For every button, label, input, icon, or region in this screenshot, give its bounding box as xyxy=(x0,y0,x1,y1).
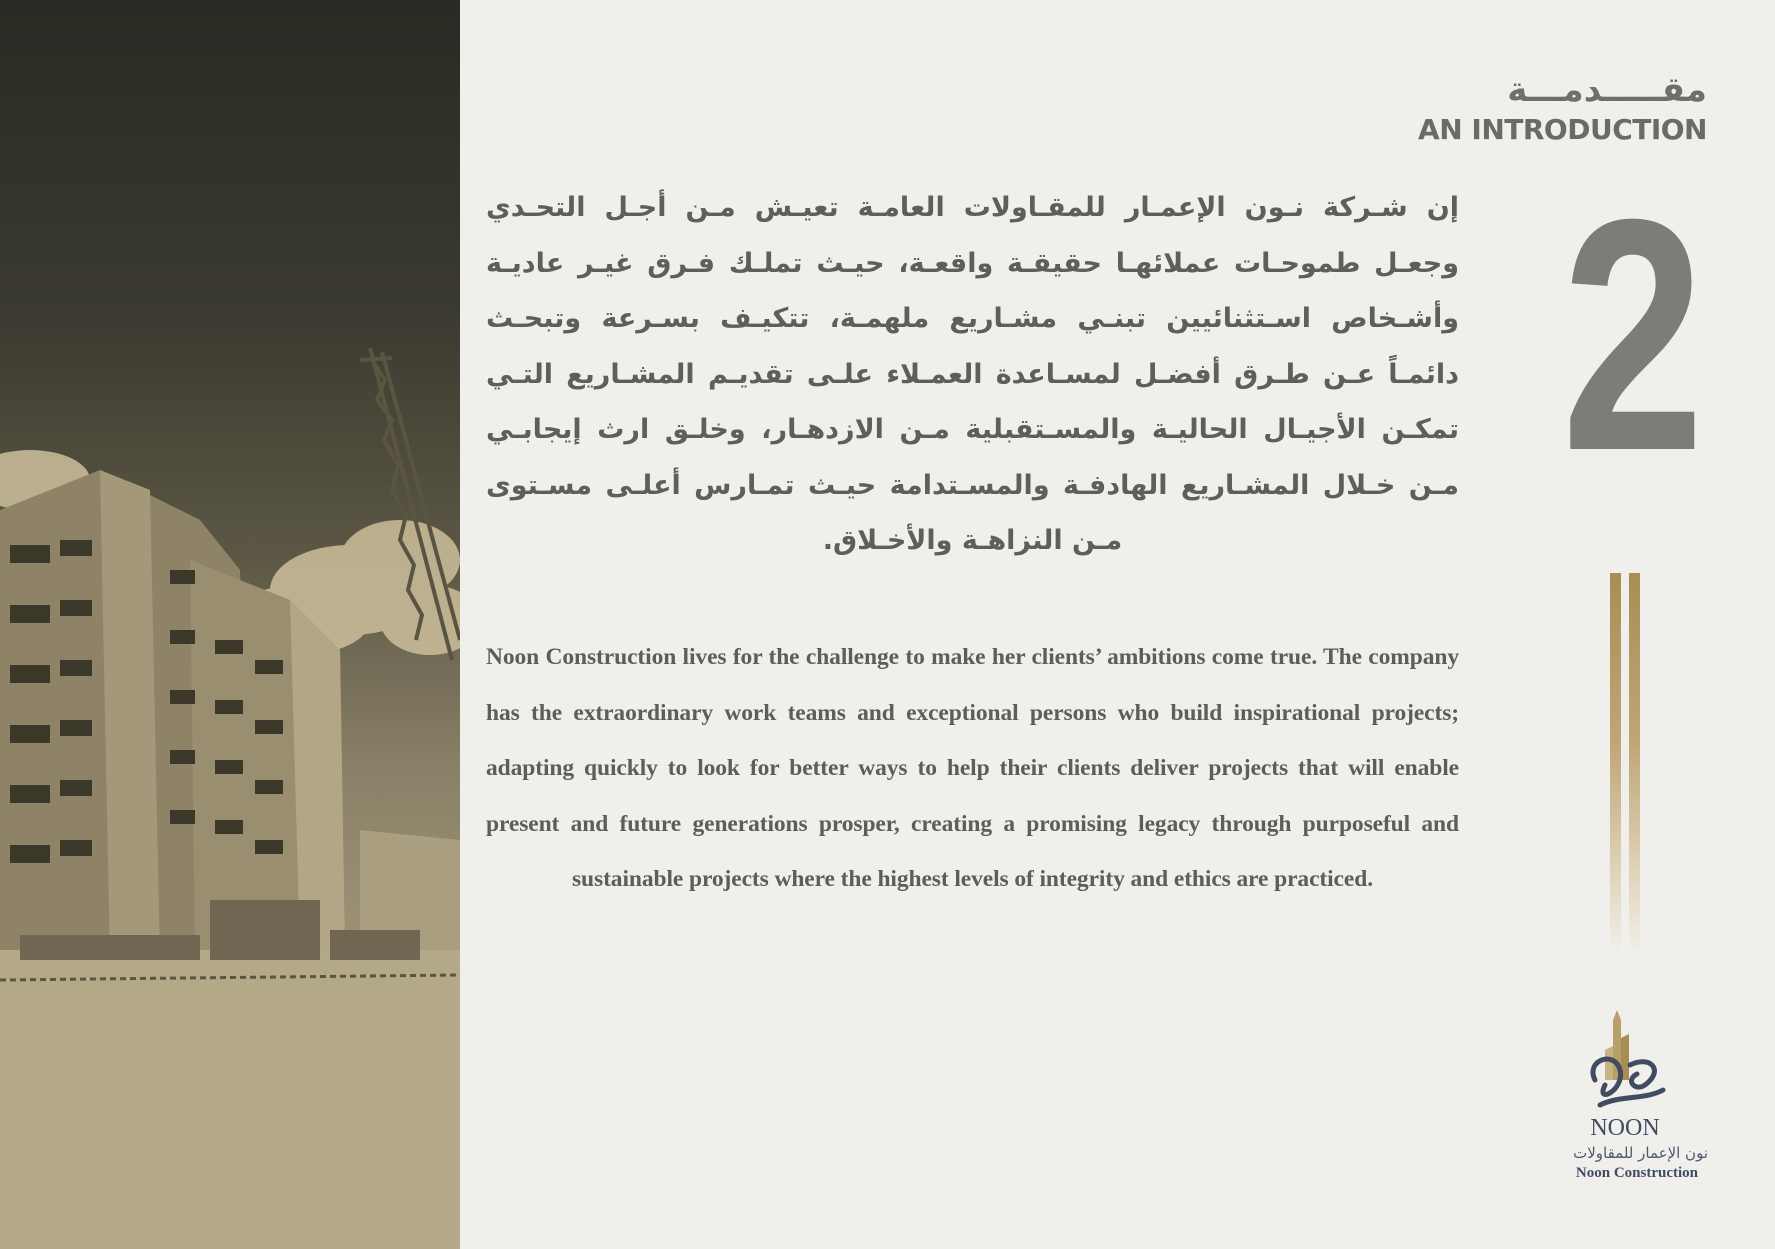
gold-divider-bar xyxy=(1629,573,1640,953)
page-number: 2 xyxy=(1561,150,1705,519)
company-logo xyxy=(1530,1010,1710,1185)
construction-site-photo xyxy=(0,0,460,1249)
logo-english-name: Noon Construction xyxy=(1575,1165,1698,1181)
ground xyxy=(0,950,460,1249)
logo-wordmark: NOON xyxy=(1590,1115,1660,1141)
intro-paragraph-english: Noon Construction lives for the challenge to make her clients’ ambitions come true. The company has the extraordinary work teams and exceptional persons who build inspirational projects; adapting quickly to look for better ways to help their clients deliver projects that will enable present and future generations prosper, creating a promising legacy through purposeful and sustainable projects where the highest levels of integrity and ethics are practiced. xyxy=(486,644,1459,892)
noon-logo-icon xyxy=(1575,1010,1675,1145)
page-title-english: AN INTRODUCTION xyxy=(1418,113,1707,146)
page-title-arabic: مقـــــدمـــة xyxy=(1507,70,1707,110)
gold-divider-bar xyxy=(1610,573,1621,953)
intro-paragraph-arabic: إن شـركة نـون الإعمـار للمقـاولات العامـة تعيـش مـن أجـل التحـدي وجعـل طموحـات عملائهـا حقيقـة واقعـة، حيـث تملـك فـرق غيـر عاديـة وأشـخاص اسـتثنائيين تبنـي مشـاريع ملهمـة، تتكيـف بسـرعة وتبحـث دائمـاً عـن طـرق أفضـل لمسـاعدة العمـلاء علـى تقديـم المشـاريع التـي تمكـن الأجيـال الحاليـة والمسـتقبلية مـن الازدهـار، وخلـق ارث إيجابـي مـن خـلال المشـاريع الهادفـة والمسـتدامة حيـث تمـارس أعلـى مسـتوى مـن النزاهـة والأخـلاق. xyxy=(486,192,1459,556)
construction-illustration xyxy=(0,0,460,1249)
logo-arabic-name: نون الإعمار للمقاولات xyxy=(1573,1144,1708,1162)
